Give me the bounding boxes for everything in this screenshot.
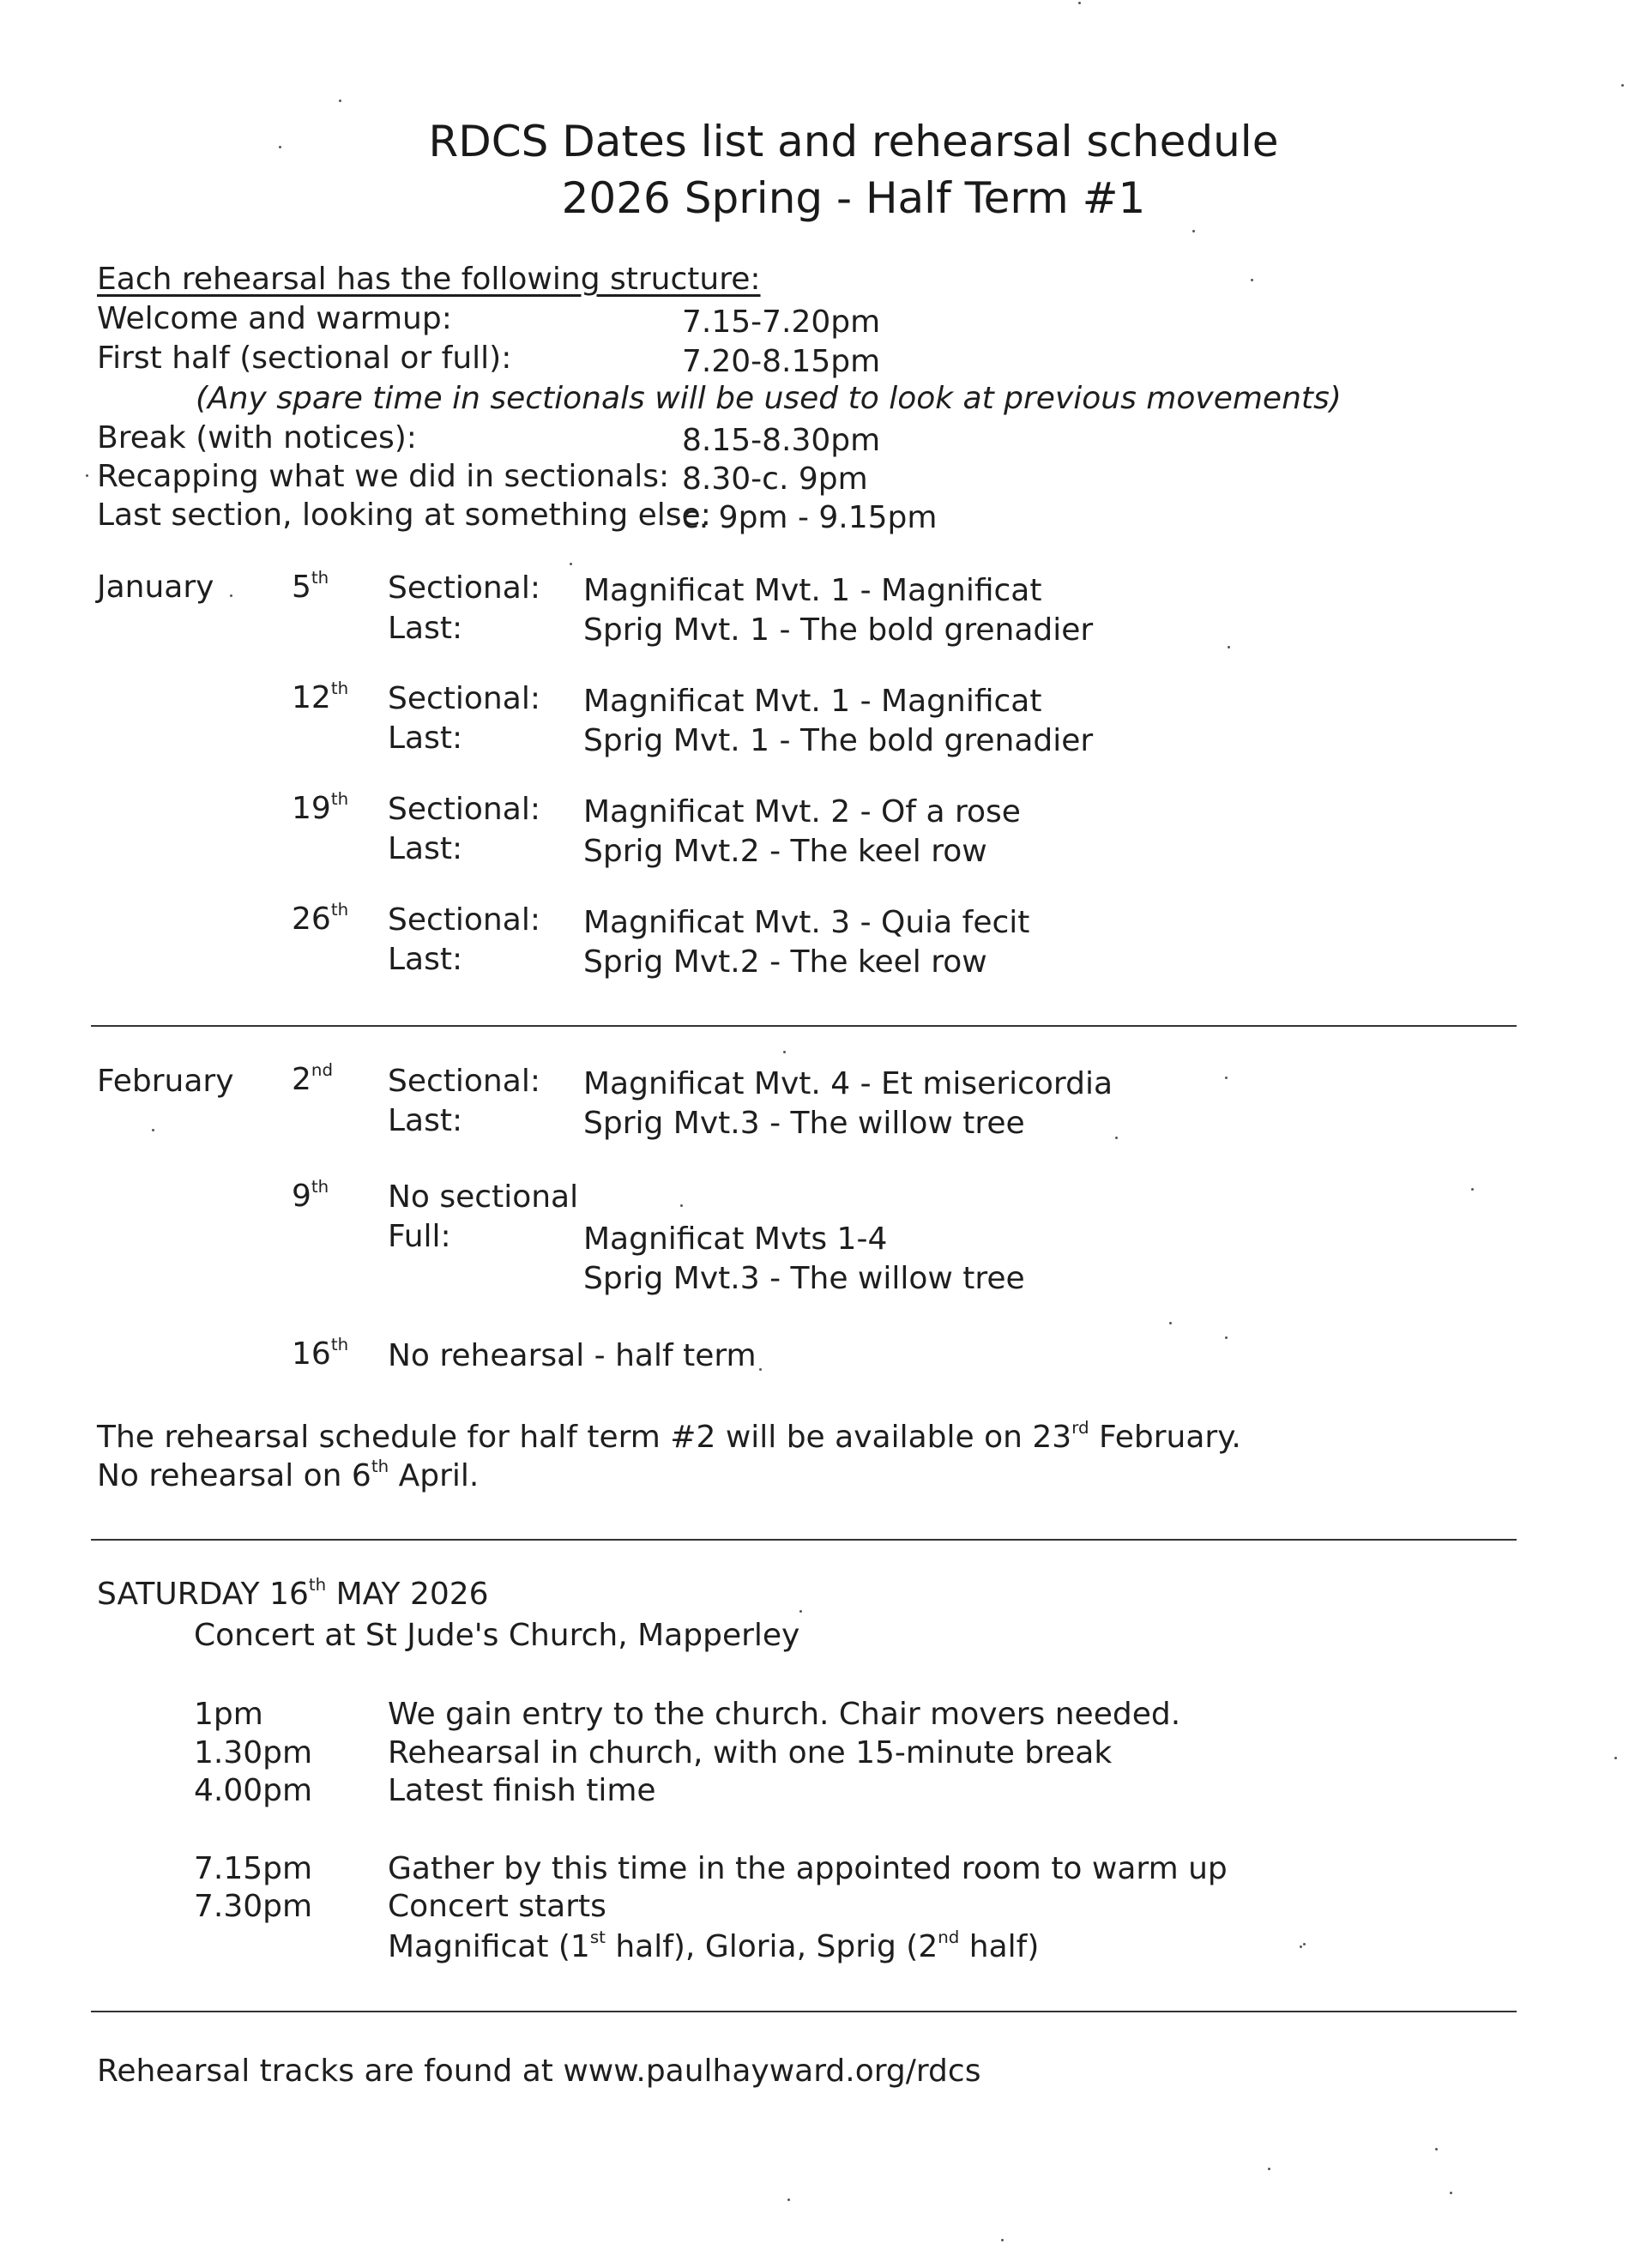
last-piece: Sprig Mvt.2 - The keel row [583, 944, 987, 980]
last-label: Last: [388, 942, 463, 977]
day-suffix: th [330, 1335, 349, 1355]
divider [91, 2011, 1517, 2012]
scan-speck [1614, 1757, 1617, 1759]
day-suffix: th [330, 679, 349, 699]
scan-speck [799, 1610, 802, 1613]
no-sectional-label: No sectional [388, 1179, 579, 1215]
scan-speck [230, 594, 232, 597]
structure-label: Recapping what we did in sectionals: [97, 459, 670, 494]
scan-speck [1471, 1188, 1474, 1191]
day-value: 2 [292, 1062, 311, 1097]
sectional-piece: Magnificat Mvt. 3 - Quia fecit [583, 905, 1030, 940]
scan-speck [279, 146, 281, 148]
sectional-label: Sectional: [388, 902, 540, 938]
schedule-time: 7.15pm [194, 1851, 313, 1886]
month-label: January [97, 570, 214, 605]
programme-sup: nd [938, 1927, 960, 1948]
rehearsal-tracks-note: Rehearsal tracks are found at www.paulhayward.org/rdcs [97, 2054, 981, 2089]
no-rehearsal-note: No rehearsal - half term [388, 1338, 757, 1373]
scan-speck [1115, 1137, 1118, 1139]
sectional-piece: Magnificat Mvt. 1 - Magnificat [583, 684, 1042, 719]
last-label: Last: [388, 721, 463, 756]
day-value: 5 [292, 570, 311, 605]
day-suffix: th [330, 900, 349, 920]
schedule-time: 1.30pm [194, 1735, 313, 1770]
programme-text: half) [959, 1929, 1040, 1964]
note-text: February. [1089, 1420, 1241, 1455]
programme-text: half), Gloria, Sprig (2 [605, 1929, 938, 1964]
divider [91, 1539, 1517, 1541]
last-label: Last: [388, 611, 463, 646]
note-text: The rehearsal schedule for half term #2 will be available on 23 [97, 1420, 1072, 1455]
scan-speck [1192, 230, 1195, 232]
scan-speck [1268, 2168, 1270, 2170]
structure-label: Welcome and warmup: [97, 301, 452, 336]
day-suffix: th [330, 789, 349, 810]
schedule-item: Concert starts [388, 1889, 606, 1924]
structure-time: 7.15-7.20pm [682, 305, 881, 340]
last-piece: Sprig Mvt.2 - The keel row [583, 834, 987, 869]
scan-speck [1225, 1336, 1228, 1339]
scan-speck [1078, 2, 1081, 4]
day-number [292, 791, 348, 826]
structure-label: Break (with notices): [97, 420, 417, 455]
scan-speck [152, 1129, 154, 1131]
month-label: February [97, 1064, 234, 1099]
schedule-item: Latest finish time [388, 1773, 656, 1808]
scan-speck [1169, 1322, 1172, 1324]
scan-speck [1621, 84, 1624, 87]
sectional-label: Sectional: [388, 681, 540, 716]
scan-speck [1450, 2192, 1452, 2194]
half-term-2-note [97, 1420, 1241, 1455]
page-title: RDCS Dates list and rehearsal schedule [428, 117, 1279, 166]
day-number [292, 1062, 333, 1097]
concert-date [97, 1577, 489, 1612]
scan-speck [1225, 1077, 1228, 1079]
structure-note: (Any spare time in sectionals will be used to look at previous movements) [196, 381, 1342, 416]
day-suffix: th [311, 568, 329, 588]
concert-date-sup: th [308, 1575, 327, 1595]
scan-speck [787, 2199, 790, 2201]
day-suffix: th [311, 1177, 329, 1197]
schedule-time: 1pm [194, 1697, 263, 1732]
schedule-item: We gain entry to the church. Chair movers needed. [388, 1697, 1181, 1732]
day-number [292, 902, 348, 937]
sectional-label: Sectional: [388, 792, 540, 827]
sectional-label: Sectional: [388, 570, 540, 606]
day-value: 19 [292, 791, 331, 826]
note-text: April. [389, 1458, 480, 1493]
sectional-piece: Magnificat Mvt. 4 - Et misericordia [583, 1066, 1113, 1101]
scan-speck [783, 1051, 786, 1053]
divider [91, 1025, 1517, 1027]
full-piece: Sprig Mvt.3 - The willow tree [583, 1261, 1025, 1296]
structure-label: Last section, looking at something else: [97, 498, 711, 533]
structure-time: c. 9pm - 9.15pm [682, 500, 938, 535]
schedule-item: Gather by this time in the appointed room to warm up [388, 1851, 1228, 1886]
scan-speck [1300, 1945, 1302, 1948]
day-value: 16 [292, 1336, 331, 1372]
day-number [292, 1179, 329, 1214]
structure-heading: Each rehearsal has the following structure: [97, 262, 761, 297]
last-label: Last: [388, 1103, 463, 1138]
scan-speck [339, 100, 341, 102]
full-piece: Magnificat Mvts 1-4 [583, 1221, 888, 1257]
scan-speck [1001, 2239, 1004, 2241]
programme-text: Magnificat (1 [388, 1929, 590, 1964]
scan-speck [570, 563, 572, 565]
concert-date-text: SATURDAY 16 [97, 1577, 309, 1612]
page-subtitle: 2026 Spring - Half Term #1 [561, 173, 1146, 223]
day-number [292, 680, 348, 715]
scan-speck [1228, 646, 1230, 648]
programme-sup: st [589, 1927, 606, 1948]
concert-programme [388, 1929, 1039, 1964]
day-value: 12 [292, 680, 331, 715]
scan-speck [1435, 2148, 1438, 2150]
last-piece: Sprig Mvt. 1 - The bold grenadier [583, 612, 1094, 648]
structure-time: 8.15-8.30pm [682, 423, 881, 458]
day-value: 9 [292, 1179, 311, 1214]
sectional-piece: Magnificat Mvt. 1 - Magnificat [583, 573, 1042, 608]
sectional-piece: Magnificat Mvt. 2 - Of a rose [583, 794, 1021, 829]
sectional-label: Sectional: [388, 1064, 540, 1099]
day-number [292, 570, 329, 605]
scan-speck [1303, 1943, 1306, 1945]
full-label: Full: [388, 1219, 451, 1254]
note-text: No rehearsal on 6 [97, 1458, 371, 1493]
structure-time: 7.20-8.15pm [682, 344, 881, 379]
last-piece: Sprig Mvt.3 - The willow tree [583, 1106, 1025, 1141]
day-number [292, 1336, 348, 1372]
concert-date-text: MAY 2026 [326, 1577, 489, 1612]
last-piece: Sprig Mvt. 1 - The bold grenadier [583, 723, 1094, 758]
scan-speck [1251, 279, 1253, 281]
april-note [97, 1458, 479, 1493]
scan-speck [759, 1368, 762, 1371]
schedule-item: Rehearsal in church, with one 15-minute break [388, 1735, 1113, 1770]
schedule-time: 7.30pm [194, 1889, 313, 1924]
day-suffix: nd [311, 1060, 333, 1081]
note-sup: th [371, 1457, 389, 1477]
note-sup: rd [1071, 1418, 1089, 1439]
structure-time: 8.30-c. 9pm [682, 461, 868, 497]
scan-speck [680, 1204, 683, 1207]
schedule-time: 4.00pm [194, 1773, 313, 1808]
scan-speck [86, 474, 88, 477]
last-label: Last: [388, 831, 463, 866]
day-value: 26 [292, 902, 331, 937]
structure-label: First half (sectional or full): [97, 341, 512, 376]
concert-venue: Concert at St Jude's Church, Mapperley [194, 1618, 800, 1653]
